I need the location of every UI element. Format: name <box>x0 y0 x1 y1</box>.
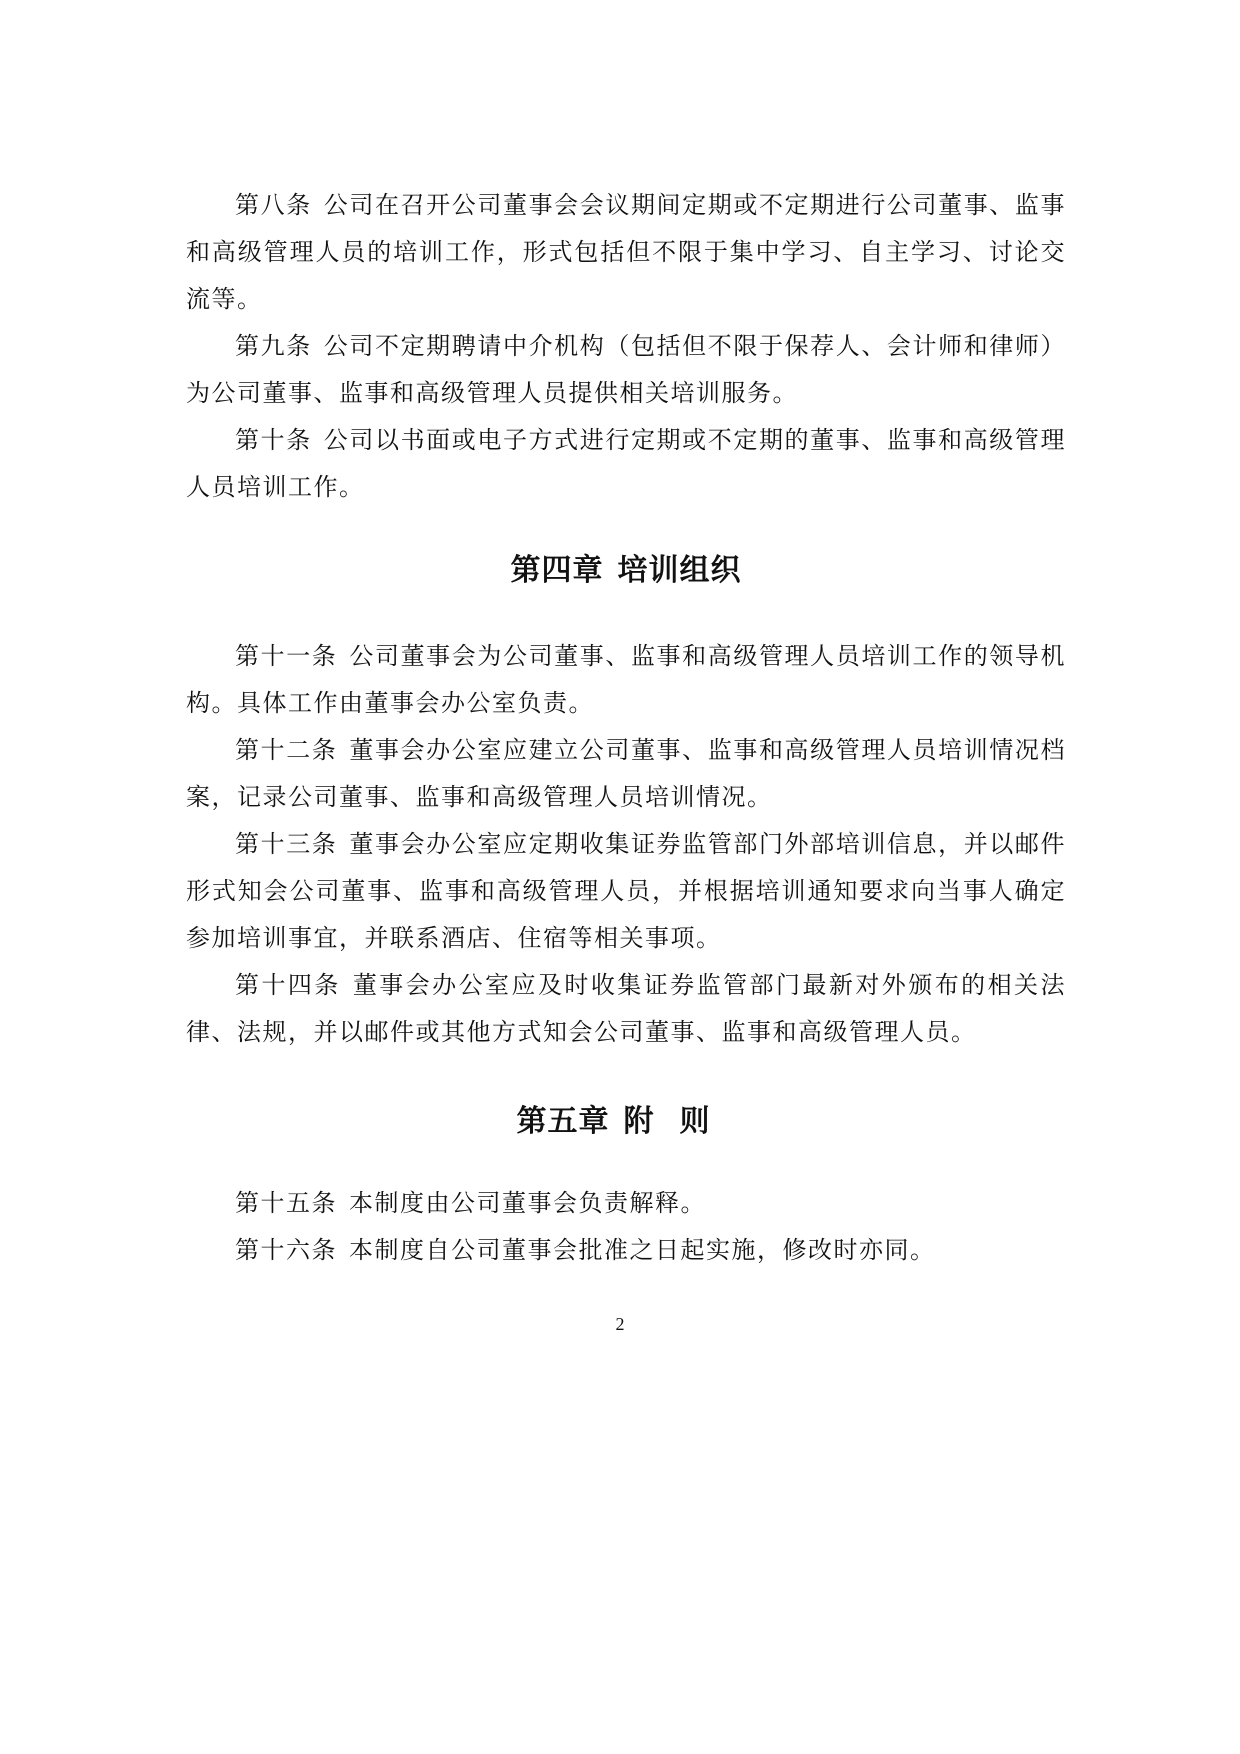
article-13 <box>186 821 1066 962</box>
article-8 <box>186 182 1066 323</box>
article-8-text: 公司在召开公司董事会会议期间定期或不定期进行公司董事、监事和高级管理人员的培训工作，形式包括但不限于集中学习、自主学习、讨论交流等。 <box>186 191 1067 313</box>
page-content <box>186 182 1066 1274</box>
article-10-text: 公司以书面或电子方式进行定期或不定期的董事、监事和高级管理人员培训工作。 <box>186 426 1067 501</box>
page-number: 2 <box>615 1314 625 1334</box>
article-11-text: 公司董事会为公司董事、监事和高级管理人员培训工作的领导机构。具体工作由董事会办公室负责。 <box>186 642 1067 717</box>
article-9-number: 第九条 <box>235 332 312 360</box>
article-13-number: 第十三条 <box>235 830 338 858</box>
chapter-4-number: 第四章 <box>510 553 604 588</box>
article-16-number: 第十六条 <box>235 1236 337 1264</box>
chapter-5-number: 第五章 <box>516 1104 610 1139</box>
article-14-text: 董事会办公室应及时收集证券监管部门最新对外颁布的相关法律、法规，并以邮件或其他方式知会公司董事、监事和高级管理人员。 <box>186 971 1067 1046</box>
article-14 <box>186 962 1066 1056</box>
chapter-5-heading <box>186 1102 1066 1142</box>
article-13-text: 董事会办公室应定期收集证券监管部门外部培训信息，并以邮件形式知会公司董事、监事和高级管理人员，并根据培训通知要求向当事人确定参加培训事宜，并联系酒店、住宿等相关事项。 <box>186 830 1067 952</box>
article-9 <box>186 323 1066 417</box>
article-15-number: 第十五条 <box>235 1189 337 1217</box>
article-16-text: 本制度自公司董事会批准之日起实施，修改时亦同。 <box>349 1236 936 1264</box>
article-12-text: 董事会办公室应建立公司董事、监事和高级管理人员培训情况档案，记录公司董事、监事和高级管理人员培训情况。 <box>186 736 1067 811</box>
chapter-5-title: 附则 <box>623 1104 736 1139</box>
article-15 <box>186 1180 1066 1227</box>
article-8-number: 第八条 <box>235 191 312 219</box>
article-11 <box>186 633 1066 727</box>
article-9-text: 公司不定期聘请中介机构（包括但不限于保荐人、会计师和律师）为公司董事、监事和高级管理人员提供相关培训服务。 <box>186 332 1067 407</box>
chapter-4-heading <box>186 551 1066 591</box>
article-10 <box>186 417 1066 511</box>
article-12-number: 第十二条 <box>235 736 338 764</box>
article-10-number: 第十条 <box>235 426 312 454</box>
article-11-number: 第十一条 <box>235 642 338 670</box>
chapter-4-title: 培训组织 <box>617 553 742 588</box>
article-15-text: 本制度由公司董事会负责解释。 <box>349 1189 706 1217</box>
article-14-number: 第十四条 <box>235 971 341 999</box>
article-12 <box>186 727 1066 821</box>
article-16 <box>186 1227 1066 1274</box>
